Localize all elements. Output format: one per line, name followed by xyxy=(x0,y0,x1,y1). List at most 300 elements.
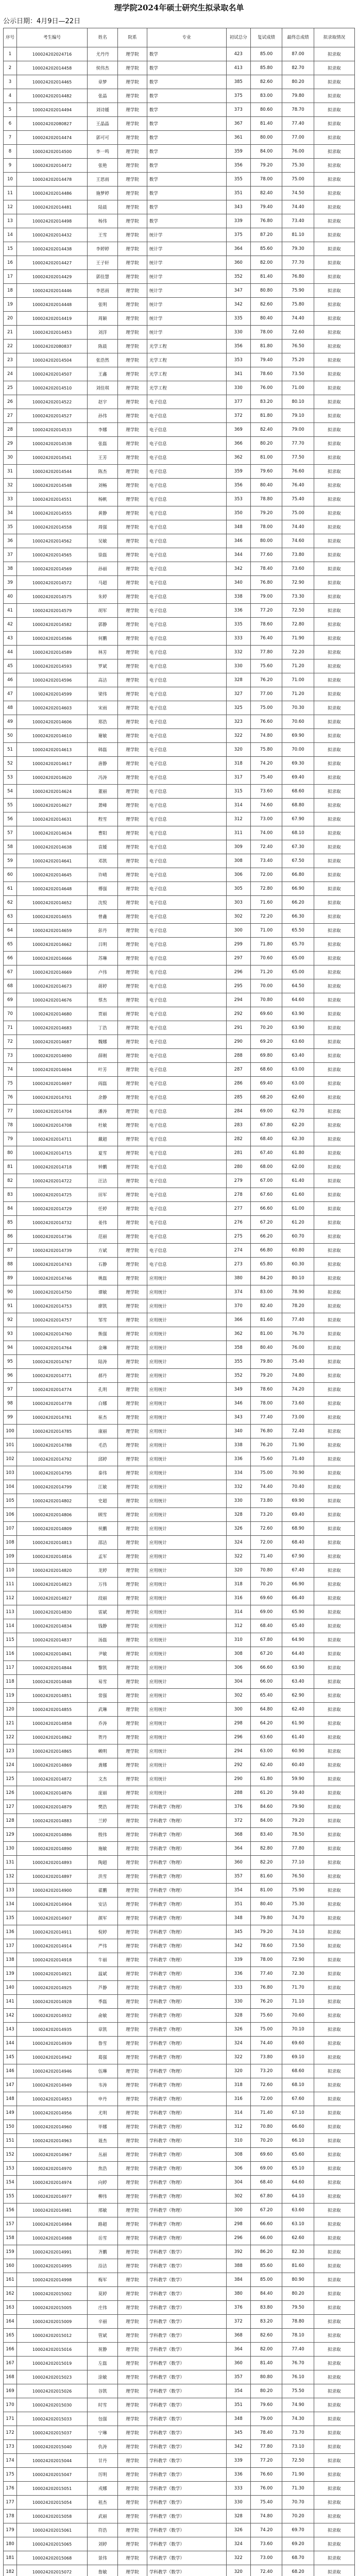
cell-major: 电子信息 xyxy=(147,659,226,673)
cell-seq: 39 xyxy=(4,576,17,590)
cell-admission-status: 拟录取 xyxy=(314,1021,354,1035)
cell-final-score: 68.60 xyxy=(282,2064,314,2078)
cell-exam-id: 100024202014582 xyxy=(17,618,88,632)
cell-admission-status: 拟录取 xyxy=(314,2217,354,2231)
cell-admission-status: 拟录取 xyxy=(314,757,354,771)
table-row xyxy=(4,1369,355,1383)
cell-final-score: 79.30 xyxy=(282,242,314,256)
cell-admission-status: 拟录取 xyxy=(314,979,354,993)
cell-final-score: 66.90 xyxy=(282,1578,314,1591)
cell-retest-score: 80.80 xyxy=(250,2370,282,2384)
cell-final-score: 79.20 xyxy=(282,1814,314,1828)
table-row xyxy=(4,2510,355,2523)
cell-seq: 94 xyxy=(4,1341,17,1355)
cell-seq: 79 xyxy=(4,1132,17,1146)
table-row xyxy=(4,896,355,910)
cell-retest-score: 70.80 xyxy=(250,993,282,1007)
cell-name: 颜军 xyxy=(88,1911,118,1925)
cell-major: 电子信息 xyxy=(147,1216,226,1230)
cell-major: 学科教学（数学） xyxy=(147,2273,226,2287)
cell-initial-score: 312 xyxy=(226,812,250,826)
cell-retest-score: 65.80 xyxy=(250,1258,282,1272)
cell-college: 理学院 xyxy=(118,2023,147,2037)
cell-final-score: 73.60 xyxy=(282,562,314,576)
table-header-row xyxy=(4,28,355,47)
cell-major: 电子信息 xyxy=(147,687,226,701)
cell-exam-id: 100024202014694 xyxy=(17,1063,88,1077)
cell-seq: 169 xyxy=(4,2384,17,2398)
cell-major: 电子信息 xyxy=(147,896,226,910)
cell-college: 理学院 xyxy=(118,2245,147,2259)
cell-retest-score: 81.80 xyxy=(250,409,282,423)
cell-seq: 7 xyxy=(4,131,17,145)
cell-college: 理学院 xyxy=(118,1564,147,1578)
cell-final-score: 74.80 xyxy=(282,1369,314,1383)
cell-initial-score: 339 xyxy=(226,214,250,228)
cell-initial-score: 354 xyxy=(226,2384,250,2398)
cell-name: 倪婷 xyxy=(88,1925,118,1939)
cell-college: 理学院 xyxy=(118,1327,147,1341)
table-row xyxy=(4,952,355,965)
cell-initial-score: 296 xyxy=(226,2231,250,2245)
cell-admission-status: 拟录取 xyxy=(314,103,354,117)
cell-exam-id: 100024202015005 xyxy=(17,2301,88,2315)
cell-retest-score: 67.80 xyxy=(250,2190,282,2204)
cell-college: 理学院 xyxy=(118,1188,147,1202)
cell-seq: 171 xyxy=(4,2412,17,2426)
cell-exam-id: 100024202014589 xyxy=(17,646,88,659)
cell-admission-status: 拟录取 xyxy=(314,1007,354,1021)
cell-retest-score: 61.80 xyxy=(250,1772,282,1786)
cell-major: 学科教学（物理） xyxy=(147,1842,226,1856)
cell-college: 理学院 xyxy=(118,729,147,743)
cell-seq: 155 xyxy=(4,2190,17,2204)
cell-exam-id: 100024202014620 xyxy=(17,771,88,785)
cell-seq: 160 xyxy=(4,2259,17,2273)
cell-initial-score: 316 xyxy=(226,1591,250,1605)
cell-retest-score: 78.00 xyxy=(250,326,282,340)
cell-initial-score: 288 xyxy=(226,1049,250,1063)
table-row xyxy=(4,1842,355,1856)
cell-major: 电子信息 xyxy=(147,1091,226,1105)
cell-college: 理学院 xyxy=(118,618,147,632)
cell-major: 电子信息 xyxy=(147,1105,226,1118)
cell-retest-score: 82.60 xyxy=(250,298,282,312)
cell-major: 电子信息 xyxy=(147,868,226,882)
cell-name: 乔涛 xyxy=(88,1717,118,1731)
cell-admission-status: 拟录取 xyxy=(314,47,354,61)
cell-initial-score: 294 xyxy=(226,1744,250,1758)
cell-seq: 72 xyxy=(4,1035,17,1049)
cell-final-score: 61.90 xyxy=(282,1717,314,1731)
cell-seq: 48 xyxy=(4,701,17,715)
cell-college: 理学院 xyxy=(118,2176,147,2190)
cell-seq: 25 xyxy=(4,381,17,395)
cell-exam-id: 100024202014774 xyxy=(17,1383,88,1397)
cell-retest-score: 66.00 xyxy=(250,1675,282,1689)
cell-exam-id: 100024202014474 xyxy=(17,131,88,145)
cell-final-score: 74.40 xyxy=(282,520,314,534)
cell-seq: 3 xyxy=(4,75,17,89)
cell-seq: 109 xyxy=(4,1550,17,1564)
cell-initial-score: 317 xyxy=(226,771,250,785)
cell-college: 理学院 xyxy=(118,1244,147,1258)
cell-initial-score: 374 xyxy=(226,1285,250,1299)
cell-final-score: 71.70 xyxy=(282,1981,314,1995)
cell-major: 学科教学（物理） xyxy=(147,1939,226,1953)
cell-initial-score: 338 xyxy=(226,1438,250,1452)
cell-admission-status: 拟录取 xyxy=(314,785,354,799)
cell-exam-id: 100024202014690 xyxy=(17,1049,88,1063)
cell-college: 理学院 xyxy=(118,1438,147,1452)
cell-retest-score: 85.00 xyxy=(250,47,282,61)
cell-retest-score: 77.60 xyxy=(250,548,282,562)
cell-exam-id: 100024202014565 xyxy=(17,548,88,562)
cell-college: 理学院 xyxy=(118,409,147,423)
cell-college: 理学院 xyxy=(118,757,147,771)
cell-exam-id: 100024202014504 xyxy=(17,353,88,367)
table-row xyxy=(4,812,355,826)
cell-final-score: 67.30 xyxy=(282,840,314,854)
cell-exam-id: 100024202014883 xyxy=(17,1814,88,1828)
cell-name: 贾丽 xyxy=(88,1007,118,1021)
cell-initial-score: 309 xyxy=(226,840,250,854)
cell-college: 理学院 xyxy=(118,1939,147,1953)
cell-admission-status: 拟录取 xyxy=(314,1744,354,1758)
cell-exam-id: 100024202014701 xyxy=(17,1091,88,1105)
cell-name: 郝丹 xyxy=(88,1369,118,1383)
cell-major: 学科教学（物理） xyxy=(147,1884,226,1897)
table-row xyxy=(4,1244,355,1258)
cell-name: 唐静 xyxy=(88,757,118,771)
cell-exam-id: 100024202015012 xyxy=(17,2329,88,2343)
cell-college: 理学院 xyxy=(118,993,147,1007)
cell-exam-id: 100024202014627 xyxy=(17,799,88,812)
table-row xyxy=(4,214,355,228)
cell-major: 数学 xyxy=(147,75,226,89)
cell-college: 理学院 xyxy=(118,1744,147,1758)
cell-college: 理学院 xyxy=(118,520,147,534)
cell-retest-score: 62.40 xyxy=(250,1758,282,1772)
cell-admission-status: 拟录取 xyxy=(314,1244,354,1258)
cell-major: 电子信息 xyxy=(147,938,226,952)
cell-final-score: 72.30 xyxy=(282,1967,314,1981)
cell-initial-score: 348 xyxy=(226,520,250,534)
cell-college: 理学院 xyxy=(118,659,147,673)
cell-name: 卢伟 xyxy=(88,965,118,979)
cell-major: 学科教学（物理） xyxy=(147,2162,226,2176)
cell-major: 电子信息 xyxy=(147,506,226,520)
cell-final-score: 62.30 xyxy=(282,1132,314,1146)
cell-admission-status: 拟录取 xyxy=(314,367,354,381)
cell-college: 理学院 xyxy=(118,465,147,479)
cell-retest-score: 73.20 xyxy=(250,2064,282,2078)
cell-major: 电子信息 xyxy=(147,785,226,799)
cell-retest-score: 73.60 xyxy=(250,785,282,799)
cell-initial-score: 375 xyxy=(226,228,250,242)
cell-admission-status: 拟录取 xyxy=(314,2245,354,2259)
table-row xyxy=(4,200,355,214)
cell-initial-score: 342 xyxy=(226,562,250,576)
cell-final-score: 73.10 xyxy=(282,2440,314,2454)
table-row xyxy=(4,2468,355,2482)
cell-retest-score: 71.80 xyxy=(250,938,282,952)
cell-admission-status: 拟录取 xyxy=(314,1550,354,1564)
cell-college: 理学院 xyxy=(118,882,147,896)
cell-college: 理学院 xyxy=(118,2537,147,2551)
cell-exam-id: 100024202014942 xyxy=(17,2050,88,2064)
table-row xyxy=(4,1132,355,1146)
cell-exam-id: 100024202014572 xyxy=(17,576,88,590)
cell-college: 理学院 xyxy=(118,826,147,840)
cell-major: 光学工程 xyxy=(147,381,226,395)
cell-name: 包强 xyxy=(88,2412,118,2426)
cell-final-score: 59.90 xyxy=(282,1772,314,1786)
table-row xyxy=(4,1258,355,1272)
table-row xyxy=(4,1981,355,1995)
cell-name: 李思雨 xyxy=(88,284,118,298)
cell-college: 理学院 xyxy=(118,1007,147,1021)
cell-college: 理学院 xyxy=(118,938,147,952)
cell-college: 理学院 xyxy=(118,2440,147,2454)
cell-exam-id: 100024202015030 xyxy=(17,2398,88,2412)
cell-name: 白娜 xyxy=(88,1397,118,1411)
cell-exam-id: 100024202014586 xyxy=(17,632,88,646)
cell-final-score: 70.90 xyxy=(282,1466,314,1480)
cell-major: 应用统计 xyxy=(147,1772,226,1786)
cell-initial-score: 335 xyxy=(226,618,250,632)
cell-retest-score: 79.40 xyxy=(250,200,282,214)
cell-exam-id: 100024202014448 xyxy=(17,298,88,312)
cell-major: 学科教学（物理） xyxy=(147,2204,226,2217)
cell-retest-score: 67.20 xyxy=(250,2204,282,2217)
cell-final-score: 63.40 xyxy=(282,1049,314,1063)
cell-retest-score: 72.80 xyxy=(250,882,282,896)
cell-admission-status: 拟录取 xyxy=(314,1230,354,1244)
cell-exam-id: 100024202014541 xyxy=(17,451,88,465)
cell-major: 应用统计 xyxy=(147,1494,226,1508)
cell-college: 理学院 xyxy=(118,952,147,965)
cell-major: 电子信息 xyxy=(147,840,226,854)
cell-college: 理学院 xyxy=(118,854,147,868)
cell-admission-status: 拟录取 xyxy=(314,1272,354,1285)
cell-name: 邓凯 xyxy=(88,854,118,868)
table-row xyxy=(4,2148,355,2162)
cell-final-score: 65.70 xyxy=(282,938,314,952)
cell-admission-status: 拟录取 xyxy=(314,924,354,938)
cell-retest-score: 70.20 xyxy=(250,2134,282,2148)
cell-initial-score: 343 xyxy=(226,200,250,214)
table-row xyxy=(4,395,355,409)
table-row xyxy=(4,771,355,785)
table-row xyxy=(4,1925,355,1939)
cell-seq: 28 xyxy=(4,423,17,437)
cell-initial-score: 328 xyxy=(226,2510,250,2523)
cell-college: 理学院 xyxy=(118,576,147,590)
cell-name: 吴敏 xyxy=(88,534,118,548)
cell-retest-score: 81.40 xyxy=(250,2357,282,2370)
cell-retest-score: 77.00 xyxy=(250,687,282,701)
cell-major: 学科教学（数学） xyxy=(147,2454,226,2468)
cell-admission-status: 拟录取 xyxy=(314,896,354,910)
cell-major: 应用统计 xyxy=(147,1731,226,1744)
cell-exam-id: 100024202014482 xyxy=(17,89,88,103)
cell-admission-status: 拟录取 xyxy=(314,1522,354,1536)
cell-retest-score: 80.40 xyxy=(250,479,282,493)
cell-initial-score: 326 xyxy=(226,2023,250,2037)
cell-name: 王子轩 xyxy=(88,256,118,270)
cell-name: 聂杰 xyxy=(88,2134,118,2148)
cell-retest-score: 69.60 xyxy=(250,2148,282,2162)
cell-college: 理学院 xyxy=(118,256,147,270)
cell-retest-score: 81.40 xyxy=(250,117,282,131)
cell-major: 应用统计 xyxy=(147,1341,226,1355)
cell-retest-score: 67.80 xyxy=(250,1118,282,1132)
cell-seq: 150 xyxy=(4,2120,17,2134)
table-row xyxy=(4,437,355,451)
cell-name: 张晶 xyxy=(88,89,118,103)
cell-exam-id: 100024202014823 xyxy=(17,1578,88,1591)
table-row xyxy=(4,1633,355,1647)
cell-exam-id: 100024202014680 xyxy=(17,1007,88,1021)
cell-final-score: 70.70 xyxy=(282,2496,314,2510)
cell-exam-id: 100024202015065 xyxy=(17,2537,88,2551)
cell-retest-score: 61.20 xyxy=(250,1786,282,1800)
cell-name: 张磊 xyxy=(88,437,118,451)
cell-seq: 13 xyxy=(4,214,17,228)
cell-major: 学科教学（数学） xyxy=(147,2329,226,2343)
cell-name: 刘婷 xyxy=(88,2537,118,2551)
cell-major: 应用统计 xyxy=(147,1758,226,1772)
cell-major: 学科教学（数学） xyxy=(147,2440,226,2454)
cell-exam-id: 100024202014558 xyxy=(17,520,88,534)
cell-major: 学科教学（物理） xyxy=(147,2190,226,2204)
cell-college: 理学院 xyxy=(118,2426,147,2440)
cell-admission-status: 拟录取 xyxy=(314,1884,354,1897)
cell-admission-status: 拟录取 xyxy=(314,2315,354,2329)
cell-initial-score: 355 xyxy=(226,1355,250,1369)
cell-seq: 158 xyxy=(4,2231,17,2245)
cell-final-score: 68.70 xyxy=(282,2551,314,2565)
cell-name: 施敏 xyxy=(88,1842,118,1856)
cell-retest-score: 71.60 xyxy=(250,896,282,910)
cell-admission-status: 拟录取 xyxy=(314,1299,354,1313)
cell-admission-status: 拟录取 xyxy=(314,812,354,826)
cell-college: 理学院 xyxy=(118,312,147,326)
cell-seq: 29 xyxy=(4,437,17,451)
cell-initial-score: 364 xyxy=(226,1842,250,1856)
table-row xyxy=(4,159,355,173)
cell-college: 理学院 xyxy=(118,284,147,298)
cell-initial-score: 324 xyxy=(226,1536,250,1550)
cell-major: 学科教学（数学） xyxy=(147,2537,226,2551)
cell-seq: 20 xyxy=(4,312,17,326)
cell-name: 张艳 xyxy=(88,159,118,173)
cell-retest-score: 76.20 xyxy=(250,673,282,687)
cell-major: 电子信息 xyxy=(147,646,226,659)
cell-seq: 71 xyxy=(4,1021,17,1035)
cell-seq: 132 xyxy=(4,1870,17,1884)
header-major: 专业 xyxy=(147,28,226,47)
cell-name: 吕明 xyxy=(88,938,118,952)
cell-college: 理学院 xyxy=(118,771,147,785)
cell-name: 丛丽 xyxy=(88,2148,118,2162)
cell-name: 戴超 xyxy=(88,1132,118,1146)
cell-initial-score: 330 xyxy=(226,381,250,395)
cell-name: 马超 xyxy=(88,576,118,590)
cell-final-score: 70.30 xyxy=(282,701,314,715)
cell-retest-score: 76.20 xyxy=(250,1995,282,2009)
cell-seq: 19 xyxy=(4,298,17,312)
cell-name: 赵宇 xyxy=(88,395,118,409)
cell-college: 理学院 xyxy=(118,1717,147,1731)
cell-major: 数学 xyxy=(147,117,226,131)
cell-initial-score: 300 xyxy=(226,924,250,938)
cell-college: 理学院 xyxy=(118,1341,147,1355)
cell-major: 学科教学（数学） xyxy=(147,2510,226,2523)
cell-college: 理学院 xyxy=(118,270,147,284)
cell-exam-id: 100024202014767 xyxy=(17,1355,88,1369)
cell-exam-id: 100024202014551 xyxy=(17,493,88,506)
cell-college: 理学院 xyxy=(118,2454,147,2468)
cell-exam-id: 100024202014788 xyxy=(17,1438,88,1452)
table-row xyxy=(4,1452,355,1466)
cell-admission-status: 拟录取 xyxy=(314,1132,354,1146)
table-row xyxy=(4,1856,355,1870)
cell-admission-status: 拟录取 xyxy=(314,1466,354,1480)
cell-seq: 90 xyxy=(4,1285,17,1299)
cell-final-score: 69.30 xyxy=(282,757,314,771)
cell-exam-id: 100024202014907 xyxy=(17,1911,88,1925)
cell-name: 冯涛 xyxy=(88,771,118,785)
cell-seq: 147 xyxy=(4,2078,17,2092)
cell-name: 宁琳 xyxy=(88,2426,118,2440)
cell-exam-id: 100024202015002 xyxy=(17,2287,88,2301)
cell-exam-id: 100024202014676 xyxy=(17,993,88,1007)
cell-initial-score: 323 xyxy=(226,715,250,729)
table-row xyxy=(4,187,355,200)
cell-major: 光学工程 xyxy=(147,353,226,367)
cell-final-score: 67.60 xyxy=(282,2092,314,2106)
cell-initial-score: 336 xyxy=(226,2468,250,2482)
table-row xyxy=(4,1049,355,1063)
cell-major: 学科教学（物理） xyxy=(147,2176,226,2190)
cell-admission-status: 拟录取 xyxy=(314,409,354,423)
cell-initial-score: 413 xyxy=(226,61,250,75)
cell-exam-id: 100024202014510 xyxy=(17,381,88,395)
cell-college: 理学院 xyxy=(118,1452,147,1466)
cell-retest-score: 78.40 xyxy=(250,562,282,576)
cell-final-score: 67.90 xyxy=(282,812,314,826)
cell-final-score: 78.80 xyxy=(282,2315,314,2329)
cell-college: 理学院 xyxy=(118,1383,147,1397)
cell-seq: 17 xyxy=(4,270,17,284)
cell-final-score: 65.00 xyxy=(282,952,314,965)
cell-admission-status: 拟录取 xyxy=(314,1870,354,1884)
cell-major: 学科教学（数学） xyxy=(147,2357,226,2370)
cell-admission-status: 拟录取 xyxy=(314,1383,354,1397)
cell-seq: 47 xyxy=(4,687,17,701)
table-row xyxy=(4,520,355,534)
cell-name: 薛刚 xyxy=(88,1049,118,1063)
cell-initial-score: 279 xyxy=(226,1174,250,1188)
cell-seq: 8 xyxy=(4,145,17,159)
table-row xyxy=(4,1814,355,1828)
cell-final-score: 74.40 xyxy=(282,200,314,214)
table-row xyxy=(4,548,355,562)
cell-major: 学科教学（数学） xyxy=(147,2301,226,2315)
cell-college: 理学院 xyxy=(118,506,147,520)
